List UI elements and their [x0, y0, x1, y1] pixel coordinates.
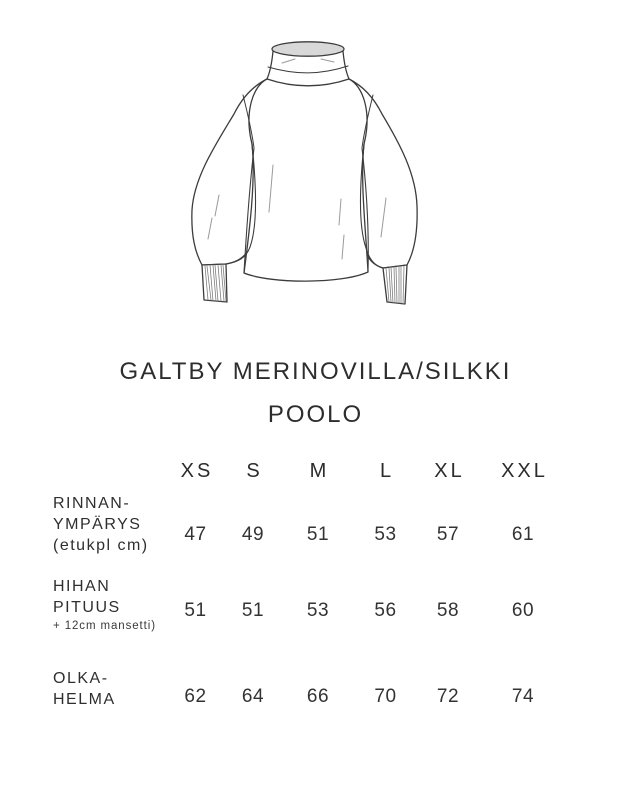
value-chest-s: 49 — [241, 524, 265, 545]
row-label-line: PITUUS — [53, 599, 121, 616]
sweater-body — [244, 79, 368, 281]
value-chest-xs: 47 — [184, 524, 207, 545]
value-shoulder-hem-xs: 62 — [184, 686, 207, 707]
value-shoulder-hem-s: 64 — [241, 686, 265, 707]
product-title-line-1: GALTBY MERINOVILLA/SILKKI — [119, 358, 512, 385]
value-chest-l: 53 — [374, 524, 397, 545]
value-chest-m: 51 — [306, 524, 330, 545]
value-sleeve-s: 51 — [241, 600, 265, 621]
value-shoulder-hem-m: 66 — [306, 686, 330, 707]
size-header-l: L — [379, 460, 395, 482]
row-label-line: RINNAN- — [53, 495, 131, 512]
row-label-line: OLKA- — [53, 670, 109, 687]
value-sleeve-m: 53 — [306, 600, 330, 621]
table-row-sleeve — [53, 576, 573, 634]
product-title — [0, 350, 631, 436]
table-row-chest — [53, 493, 573, 556]
size-table — [53, 460, 573, 710]
row-note-cuff: + 12cm mansetti) — [53, 620, 156, 632]
value-shoulder-hem-xxl: 74 — [511, 686, 535, 707]
size-header-xs: XS — [180, 460, 214, 482]
size-header-spacer — [53, 460, 168, 483]
row-label-chest — [53, 493, 168, 556]
row-label-line: (etukpl cm) — [53, 537, 149, 554]
sweater-outline-group — [191, 42, 416, 304]
size-header-m: M — [309, 460, 330, 482]
value-chest-xl: 57 — [436, 524, 460, 545]
row-label-shoulder-hem — [53, 668, 168, 710]
value-chest-xxl: 61 — [511, 524, 535, 545]
value-shoulder-hem-l: 70 — [374, 686, 397, 707]
product-title-line-2: POOLO — [267, 401, 364, 428]
value-sleeve-l: 56 — [374, 600, 397, 621]
size-header-xl: XL — [434, 460, 465, 482]
row-label-line: HELMA — [53, 691, 116, 708]
collar-opening — [272, 42, 344, 56]
turtleneck-sweater-illustration — [146, 22, 486, 322]
value-sleeve-xs: 51 — [184, 600, 207, 621]
size-header-s: S — [246, 460, 263, 482]
table-row-shoulder-hem — [53, 668, 573, 710]
size-header-row — [53, 460, 573, 483]
value-sleeve-xxl: 60 — [511, 600, 535, 621]
value-sleeve-xl: 58 — [436, 600, 460, 621]
row-label-line: YMPÄRYS — [53, 516, 142, 533]
row-label-line: HIHAN — [53, 578, 111, 595]
value-shoulder-hem-xl: 72 — [436, 686, 460, 707]
row-label-sleeve — [53, 576, 168, 634]
size-header-xxl: XXL — [501, 460, 548, 482]
